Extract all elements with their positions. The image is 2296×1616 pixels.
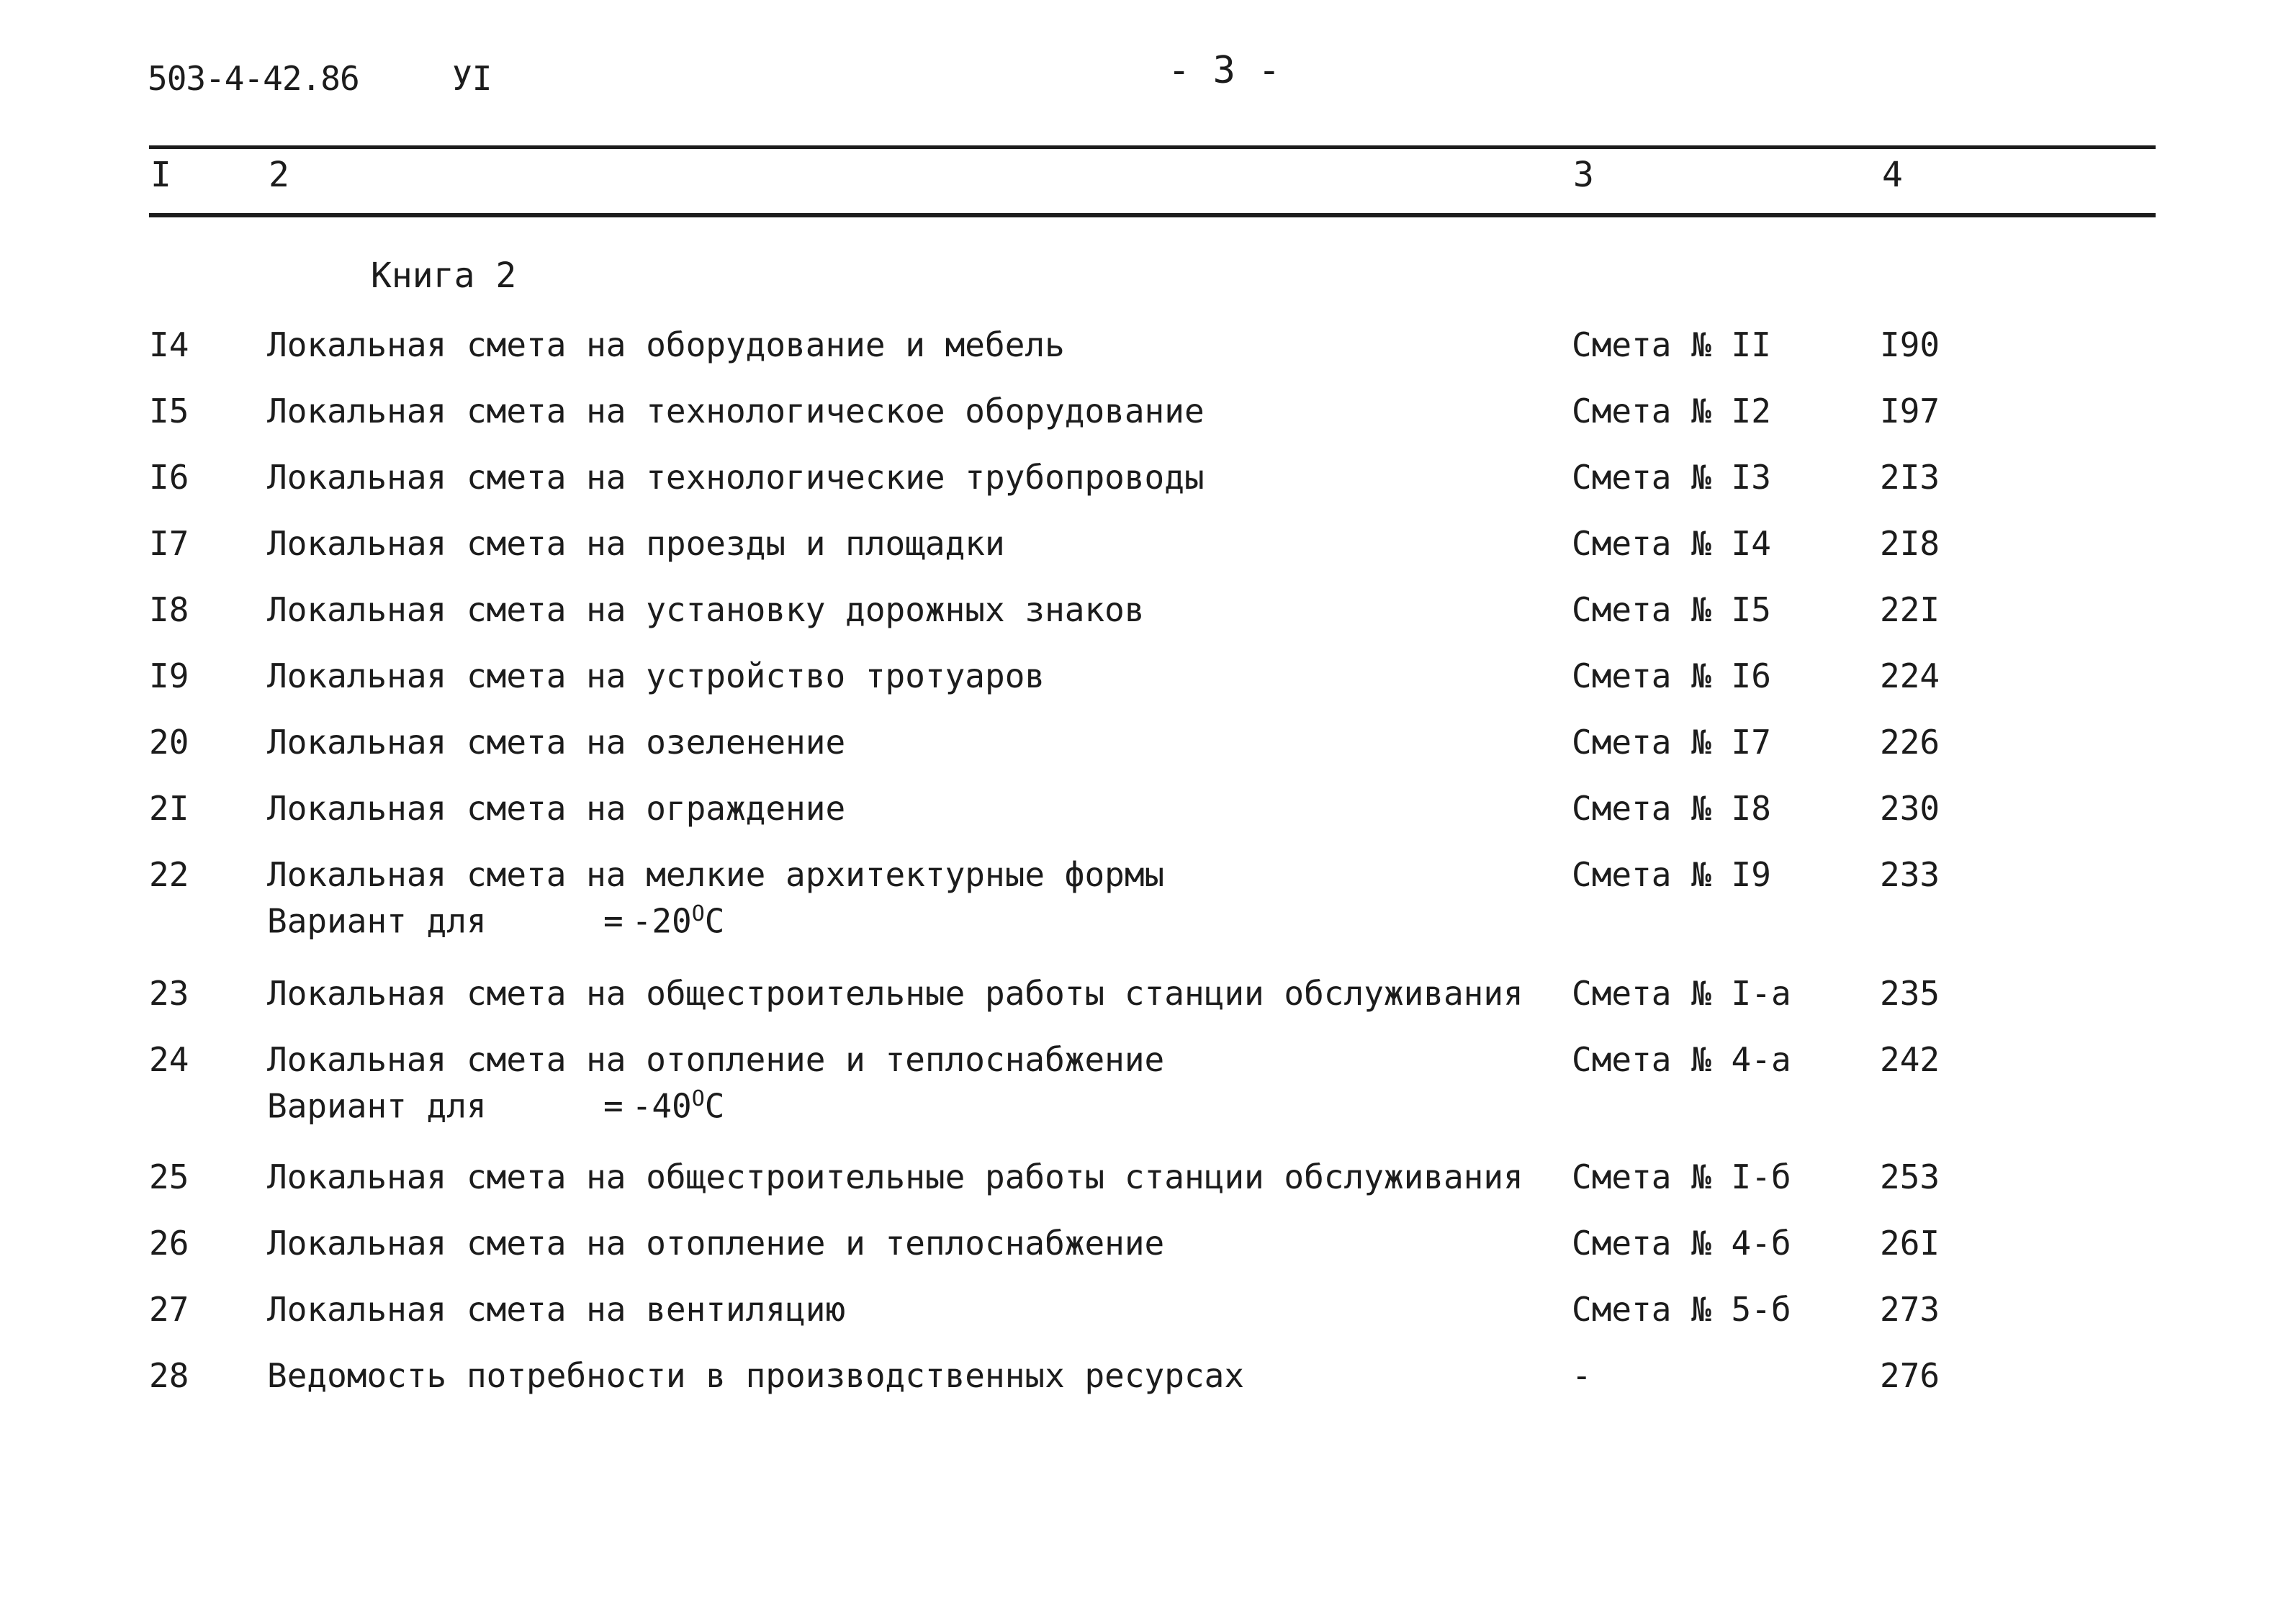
table-header-rule <box>149 213 2156 217</box>
row-page: I97 <box>1880 392 1940 430</box>
row-title: Локальная смета на оборудование и мебель <box>267 325 1065 364</box>
row-variant <box>267 1086 725 1125</box>
table-top-rule <box>149 145 2156 149</box>
row-estimate: Смета № I4 <box>1572 524 1771 563</box>
book-title: Книга 2 <box>371 256 517 296</box>
row-title: Локальная смета на ограждение <box>267 789 846 828</box>
row-number: I9 <box>149 656 189 695</box>
row-title: Локальная смета на вентиляцию <box>267 1290 846 1329</box>
row-title: Локальная смета на общестроительные работы станции обслуживания <box>267 1157 1523 1196</box>
column-header-title: 2 <box>269 155 289 195</box>
row-estimate: Смета № I2 <box>1572 392 1771 430</box>
row-title: Локальная смета на устройство тротуаров <box>267 656 1045 695</box>
row-estimate: Смета № I5 <box>1572 590 1771 629</box>
row-number: 25 <box>149 1157 189 1196</box>
column-header-estimate: 3 <box>1573 155 1594 195</box>
document-section: УI <box>452 59 492 98</box>
row-title: Локальная смета на общестроительные работы станции обслуживания <box>267 974 1523 1013</box>
row-title: Локальная смета на мелкие архитектурные формы <box>267 855 1165 894</box>
row-number: I4 <box>149 325 189 364</box>
row-title: Локальная смета на проезды и площадки <box>267 524 1005 563</box>
row-page: 226 <box>1880 723 1940 762</box>
row-page: 276 <box>1880 1356 1940 1395</box>
row-number: 20 <box>149 723 189 762</box>
row-estimate: Смета № I-а <box>1572 974 1791 1013</box>
row-page: I90 <box>1880 325 1940 364</box>
row-number: 28 <box>149 1356 189 1395</box>
row-page: 253 <box>1880 1157 1940 1196</box>
row-page: 26I <box>1880 1224 1940 1263</box>
row-page: 230 <box>1880 789 1940 828</box>
row-number: 24 <box>149 1040 189 1079</box>
column-header-number: I <box>150 155 171 195</box>
variant-unit: C <box>704 1086 725 1126</box>
degree-sign: O <box>691 901 705 926</box>
variant-unit: C <box>704 901 725 941</box>
variant-equals: = <box>603 901 623 941</box>
row-estimate: Смета № I9 <box>1572 855 1771 894</box>
row-estimate: Смета № I3 <box>1572 458 1771 497</box>
row-page: 2I3 <box>1880 458 1940 497</box>
row-number: 23 <box>149 974 189 1013</box>
row-title: Локальная смета на установку дорожных знаков <box>267 590 1145 629</box>
row-page: 273 <box>1880 1290 1940 1329</box>
row-number: 2I <box>149 789 189 828</box>
column-header-page: 4 <box>1882 155 1903 195</box>
row-title: Локальная смета на отопление и теплоснабжение <box>267 1040 1165 1079</box>
row-title: Локальная смета на технологические трубопроводы <box>267 458 1205 497</box>
row-estimate: Смета № 4-а <box>1572 1040 1791 1079</box>
row-title: Локальная смета на отопление и теплоснабжение <box>267 1224 1165 1263</box>
row-variant <box>267 901 725 940</box>
variant-temperature: -20 <box>631 901 692 941</box>
row-estimate: Смета № I8 <box>1572 789 1771 828</box>
row-page: 235 <box>1880 974 1940 1013</box>
variant-equals: = <box>603 1086 623 1126</box>
row-number: I5 <box>149 392 189 430</box>
row-number: I8 <box>149 590 189 629</box>
row-estimate: Смета № I6 <box>1572 656 1771 695</box>
row-number: 27 <box>149 1290 189 1329</box>
row-number: 22 <box>149 855 189 894</box>
row-number: 26 <box>149 1224 189 1263</box>
row-title: Ведомость потребности в производственных ресурсах <box>267 1356 1245 1395</box>
row-estimate: Смета № 4-б <box>1572 1224 1791 1263</box>
variant-label: Вариант для <box>267 1086 487 1126</box>
row-page: 233 <box>1880 855 1940 894</box>
row-page: 22I <box>1880 590 1940 629</box>
variant-label: Вариант для <box>267 901 487 941</box>
page-number: - 3 - <box>1168 49 1281 92</box>
row-number: I6 <box>149 458 189 497</box>
document-code: 503-4-42.86 <box>148 59 359 98</box>
row-number: I7 <box>149 524 189 563</box>
row-estimate: Смета № II <box>1572 325 1771 364</box>
row-page: 224 <box>1880 656 1940 695</box>
row-title: Локальная смета на технологическое оборудование <box>267 392 1205 430</box>
row-estimate: - <box>1572 1356 1592 1395</box>
row-page: 2I8 <box>1880 524 1940 563</box>
variant-temperature: -40 <box>631 1086 692 1126</box>
row-estimate: Смета № I7 <box>1572 723 1771 762</box>
row-title: Локальная смета на озеленение <box>267 723 846 762</box>
degree-sign: O <box>691 1086 705 1111</box>
row-page: 242 <box>1880 1040 1940 1079</box>
row-estimate: Смета № I-б <box>1572 1157 1791 1196</box>
row-estimate: Смета № 5-б <box>1572 1290 1791 1329</box>
